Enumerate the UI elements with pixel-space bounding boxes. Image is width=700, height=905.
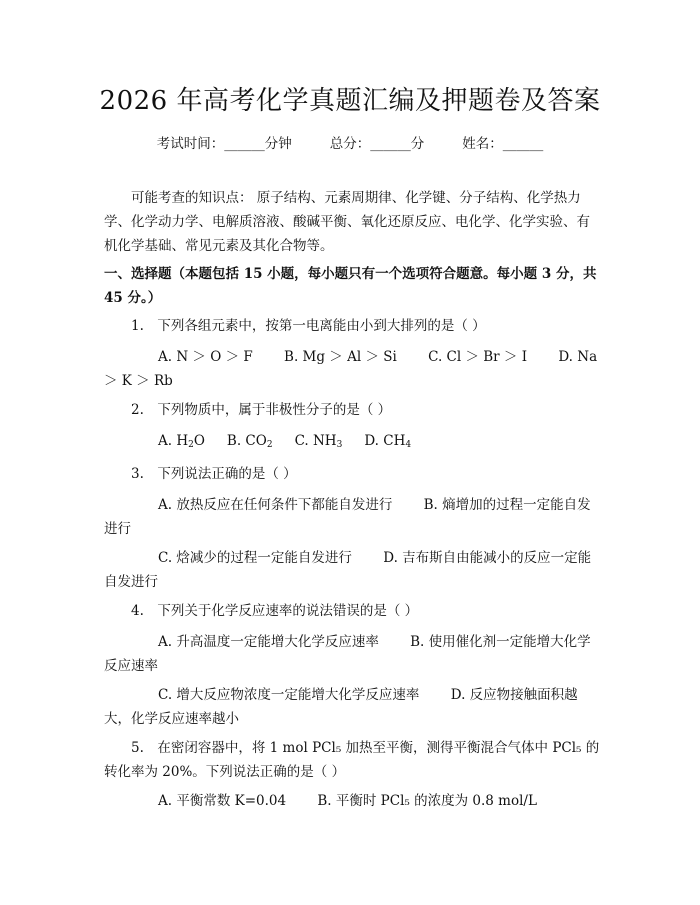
option-d: D. $CH_4$ bbox=[364, 433, 412, 450]
exam-info-line bbox=[0, 132, 700, 152]
option-c: C. $NH_3$ bbox=[294, 433, 343, 450]
option-b: B. $CO_2$ bbox=[226, 433, 273, 450]
total-score-field: 总分：______分 bbox=[329, 136, 425, 152]
question-4-stem: 4. 下列关于化学反应速率的说法错误的是（ ） bbox=[131, 603, 419, 619]
option-a: A. $H_2O$ bbox=[158, 433, 205, 450]
question-4-options-line2: C. 增大反应物浓度一定能增大化学反应速率 D. 反应物接触面积越大，化学反应速率越小 bbox=[104, 687, 578, 727]
question-4-options-line1: A. 升高温度一定能增大化学反应速率 B. 使用催化剂一定能增大化学反应速率 bbox=[104, 634, 591, 674]
question-5-stem: 5. 在密闭容器中，将 1 mol PCl₅ 加热至平衡，测得平衡混合气体中 PCl₅ 的转化率为 20%。下列说法正确的是（ ） bbox=[104, 740, 600, 780]
question-2-stem: 2. 下列物质中，属于非极性分子的是（ ） bbox=[131, 402, 392, 418]
question-1-options: A. N ＞ O ＞ F B. Mg ＞ Al ＞ Si C. Cl ＞ Br ＞ I D. Na ＞ K ＞ Rb bbox=[104, 349, 598, 389]
question-3-stem: 3. 下列说法正确的是（ ） bbox=[131, 466, 297, 482]
name-field: 姓名：______ bbox=[462, 136, 544, 152]
question-5-options-line1: A. 平衡常数 K=0.04 B. 平衡时 PCl₅ 的浓度为 0.8 mol/L bbox=[158, 793, 537, 809]
question-1-stem: 1. 下列各组元素中，按第一电离能由小到大排列的是（ ） bbox=[131, 318, 486, 334]
document-title: 2026 年高考化学真题汇编及押题卷及答案 bbox=[99, 86, 601, 116]
section-heading: 一、选择题（本题包括 15 小题，每小题只有一个选项符合题意。每小题 3 分，共 45 分。） bbox=[104, 266, 597, 306]
exam-time-field: 考试时间：______分钟 bbox=[156, 136, 292, 152]
knowledge-points-paragraph: 可能考查的知识点： 原子结构、元素周期律、化学键、分子结构、化学热力学、化学动力学、电解质溶液、酸碱平衡、氧化还原反应、电化学、化学实验、有机化学基础、常见元素及其化合物等。 bbox=[104, 190, 590, 254]
question-3-options-line1: A. 放热反应在任何条件下都能自发进行 B. 熵增加的过程一定能自发进行 bbox=[104, 497, 591, 537]
question-3-options-line2: C. 焓减少的过程一定能自发进行 D. 吉布斯自由能减小的反应一定能自发进行 bbox=[104, 550, 592, 590]
question-2-options bbox=[104, 429, 600, 457]
